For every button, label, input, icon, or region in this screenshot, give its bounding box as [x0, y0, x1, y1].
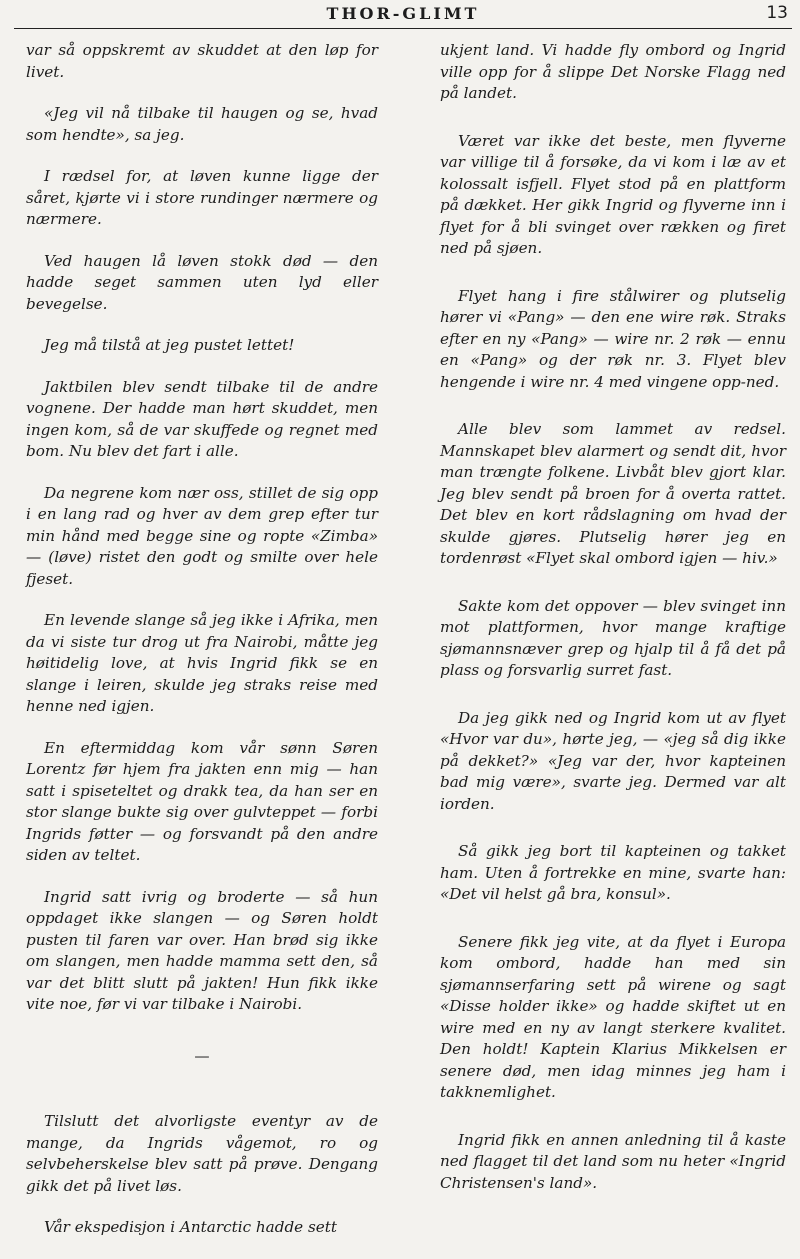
paragraph: var så oppskremt av skuddet at den løp for livet. [26, 41, 378, 81]
right-column [440, 40, 786, 1220]
left-column [26, 40, 378, 1259]
page-number: 13 [766, 3, 788, 23]
paragraph: Så gikk jeg bort til kapteinen og takket ham. Uten å fortrekke en mine, svarte han: «Det vil helst gå bra, konsul». [440, 842, 786, 903]
paragraph: Jeg må tilstå at jeg pustet lettet! [44, 336, 295, 354]
paragraph: Ved haugen lå løven stokk død — den hadde seget sammen uten lyd eller bevegelse. [26, 251, 378, 313]
section-separator: — [194, 1046, 210, 1065]
paragraph: Alle blev som lammet av redsel. Mannskapet blev alarmert og sendt dit, hvor man trængte folkene. Livbåt blev gjort klar. Jeg blev sendt på broen for å overta rattet. Det blev en kort rådslagning om hvad der skulde gjøres. Plutselig hører jeg en tordenrøst «Flyet skal ombord igjen — hiv.» [440, 420, 786, 567]
paragraph: Senere fikk jeg vite, at da flyet i Europa kom ombord, hadde han med sin sjømannserfaring sett på wirene og sagt «Disse holder ikke» og hadde skiftet ut en wire med en ny av langt sterkere kvalitet. Den holdt! Kaptein Klarius Mikkelsen er senere død, men idag minnes jeg ham i takknemlighet. [440, 932, 786, 1101]
paragraph: Da negrene kom nær oss, stillet de sig opp i en lang rad og hver av dem grep efter tur min hånd med begge sine og ropte «Zimba» — (løve) ristet den godt og smilte over hele fjeset. [26, 483, 378, 588]
paragraph: Tilslutt det alvorligste eventyr av de mange, da Ingrids vågemot, ro og selvbeherskelse blev satt på prøve. Dengang gikk det på livet løs. [26, 1112, 378, 1195]
paragraph: Ingrid satt ivrig og broderte — så hun oppdaget ikke slangen — og Søren holdt pusten til faren var over. Han brød sig ikke om slangen, men hadde mamma sett den, så var det blitt slutt på jakten! Hun fikk ikke vite noe, før vi var tilbake i Nairobi. [26, 887, 378, 1013]
paragraph: I rædsel for, at løven kunne ligge der såret, kjørte vi i store rundinger nærmere og nærmere. [26, 167, 378, 228]
paragraph: ukjent land. Vi hadde fly ombord og Ingrid ville opp for å slippe Det Norske Flagg ned på landet. [440, 41, 786, 102]
paragraph: Jaktbilen blev sendt tilbake til de andre vognene. Der hadde man hørt skuddet, men ingen kom, så de var skuffede og regnet med bom. Nu blev det fart i alle. [26, 377, 378, 460]
magazine-title: THOR-GLIMT [326, 4, 480, 23]
paragraph: «Jeg vil nå tilbake til haugen og se, hvad som hendte», sa jeg. [26, 104, 378, 144]
paragraph: Været var ikke det beste, men flyverne var villige til å forsøke, da vi kom i læ av et kolossalt isfjell. Flyet stod på en plattform på dækket. Her gikk Ingrid og flyverne inn i flyet for å bli svinget over rækken og firet ned på sjøen. [440, 131, 786, 257]
paragraph: En eftermiddag kom vår sønn Søren Lorentz før hjem fra jakten enn mig — han satt i spiseteltet og drakk tea, da han ser en stor slange bukte sig over gulvteppet — forbi Ingrids føtter — og forsvandt på den andre siden av teltet. [26, 738, 378, 864]
paragraph: Da jeg gikk ned og Ingrid kom ut av flyet «Hvor var du», hørte jeg, — «jeg så dig ikke på dekket?» «Jeg var der, hvor kapteinen bad mig være», svarte jeg. Dermed var alt iorden. [440, 708, 786, 813]
paragraph: Ingrid fikk en annen anledning til å kaste ned flagget til det land som nu heter «Ingrid Christensen's land». [440, 1130, 786, 1192]
paragraph: Flyet hang i fire stålwirer og plutselig hører vi «Pang» — den ene wire røk. Straks efter en ny «Pang» — wire nr. 2 røk — ennu en «Pang» og der røk nr. 3. Flyet blev hengende i wire nr. 4 med vingene opp-ned. [440, 286, 786, 391]
paragraph: Vår ekspedisjon i Antarctic hadde sett [44, 1218, 337, 1236]
paragraph: Sakte kom det oppover — blev svinget inn mot plattformen, hvor mange kraftige sjømannsnæver grep og hjalp til å få det på plass og forsvarlig surret fast. [440, 596, 786, 679]
page-header [14, 0, 792, 29]
paragraph: En levende slange så jeg ikke i Afrika, men da vi siste tur drog ut fra Nairobi, måtte jeg høitidelig love, at hvis Ingrid fikk se en slange i leiren, skulde jeg straks reise med henne ned igjen. [26, 611, 378, 715]
